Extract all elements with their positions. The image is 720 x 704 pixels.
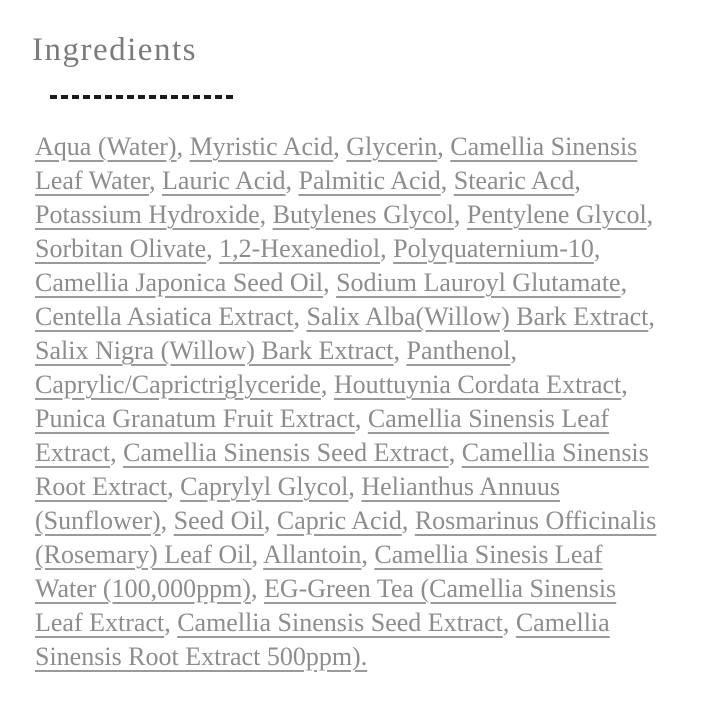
ingredients-line: Aqua (Water), Myristic Acid, Glycerin, Camellia Sinensis (35, 132, 638, 161)
ingredient-segment: Salix Alba(Willow) Bark Extract (306, 302, 649, 331)
ingredient-segment: (Sunflower) (35, 506, 161, 535)
ingredient-segment: 1,2-Hexanediol (219, 234, 381, 263)
ingredients-line: Leaf Water, Lauric Acid, Palmitic Acid, Stearic Acd, (35, 166, 581, 195)
ingredient-segment: Myristic Acid (189, 132, 334, 161)
ingredients-line: Root Extract, Caprylyl Glycol, Helianthus Annuus (35, 472, 561, 501)
page-title: Ingredients (32, 32, 197, 68)
ingredient-segment: Camellia Japonica Seed Oil (35, 268, 324, 297)
ingredient-segment: Houttuynia Cordata Extract (333, 370, 622, 399)
ingredients-line: Punica Granatum Fruit Extract, Camellia Sinensis Leaf (35, 404, 610, 433)
ingredient-segment: Punica Granatum Fruit Extract (35, 404, 355, 433)
ingredient-segment: Stearic Acd (453, 166, 575, 195)
ingredient-segment: Helianthus Annuus (361, 472, 561, 501)
ingredients-line: Extract, Camellia Sinensis Seed Extract, Camellia Sinensis (35, 438, 649, 467)
ingredient-segment: Aqua (Water) (35, 132, 177, 161)
ingredient-segment: Root Extract (35, 472, 168, 501)
ingredient-segment: Leaf Water (35, 166, 150, 195)
ingredient-segment: Camellia (515, 608, 610, 637)
ingredient-segment: Butylenes Glycol (272, 200, 454, 229)
ingredients-line: (Rosemary) Leaf Oil, Allantoin, Camellia Sinesis Leaf (35, 540, 603, 569)
ingredient-segment: Extract (35, 438, 111, 467)
ingredients-line: Caprylic/Caprictriglyceride, Houttuynia Cordata Extract, (35, 370, 628, 399)
ingredients-line: (Sunflower), Seed Oil, Capric Acid, Rosmarinus Officinalis (35, 506, 657, 535)
ingredient-segment: Seed Oil (173, 506, 264, 535)
ingredient-segment: Sodium Lauroyl Glutamate (336, 268, 621, 297)
dashed-divider (50, 95, 237, 99)
ingredient-segment: Camellia Sinensis Seed Extract (123, 438, 449, 467)
ingredients-line: Salix Nigra (Willow) Bark Extract, Panthenol, (35, 336, 518, 365)
ingredient-segment: Camellia Sinensis (450, 132, 638, 161)
ingredients-line: Potassium Hydroxide, Butylenes Glycol, Pentylene Glycol, (35, 200, 654, 229)
ingredients-line: Leaf Extract, Camellia Sinensis Seed Extract, Camellia (35, 608, 610, 637)
ingredient-segment: Lauric Acid (162, 166, 286, 195)
ingredients-line: Camellia Japonica Seed Oil, Sodium Lauroyl Glutamate, (35, 268, 628, 297)
ingredient-segment: Salix Nigra (Willow) Bark Extract (35, 336, 394, 365)
ingredient-segment: Sorbitan Olivate (35, 234, 207, 263)
ingredient-segment: Polyquaternium-10 (393, 234, 594, 263)
ingredient-segment: Allantoin (263, 540, 362, 569)
ingredient-segment: Centella Asiatica Extract (35, 302, 294, 331)
ingredient-segment: Caprylic/Caprictriglyceride (35, 370, 321, 399)
ingredient-segment: Camellia Sinensis (461, 438, 649, 467)
ingredient-segment: Potassium Hydroxide (35, 200, 260, 229)
ingredient-segment: Rosmarinus Officinalis (414, 506, 657, 535)
ingredient-segment: Camellia Sinensis Seed Extract (177, 608, 503, 637)
ingredient-segment: Glycerin (346, 132, 438, 161)
ingredient-segment: (Rosemary) Leaf Oil (35, 540, 252, 569)
ingredient-segment: Camellia Sinesis Leaf (374, 540, 603, 569)
ingredient-segment: Water (100,000ppm) (35, 574, 251, 603)
ingredient-segment: EG-Green Tea (Camellia Sinensis (263, 574, 617, 603)
ingredients-line (35, 640, 700, 674)
ingredient-segment: Capric Acid (276, 506, 402, 535)
ingredient-segment: Caprylyl Glycol (180, 472, 349, 501)
ingredient-segment: Camellia Sinensis Leaf (367, 404, 610, 433)
ingredients-line: Sorbitan Olivate, 1,2-Hexanediol, Polyquaternium-10, (35, 234, 601, 263)
ingredients-line: Water (100,000ppm), EG-Green Tea (Camellia Sinensis (35, 574, 617, 603)
ingredient-segment: Palmitic Acid (298, 166, 441, 195)
ingredient-segment: Sinensis Root Extract 500ppm). (35, 642, 368, 671)
ingredient-segment: Leaf Extract (35, 608, 165, 637)
ingredients-line: Centella Asiatica Extract, Salix Alba(Willow) Bark Extract, (35, 302, 655, 331)
ingredient-segment: Panthenol (406, 336, 511, 365)
ingredients-text (35, 130, 700, 674)
ingredient-segment: Pentylene Glycol (466, 200, 647, 229)
